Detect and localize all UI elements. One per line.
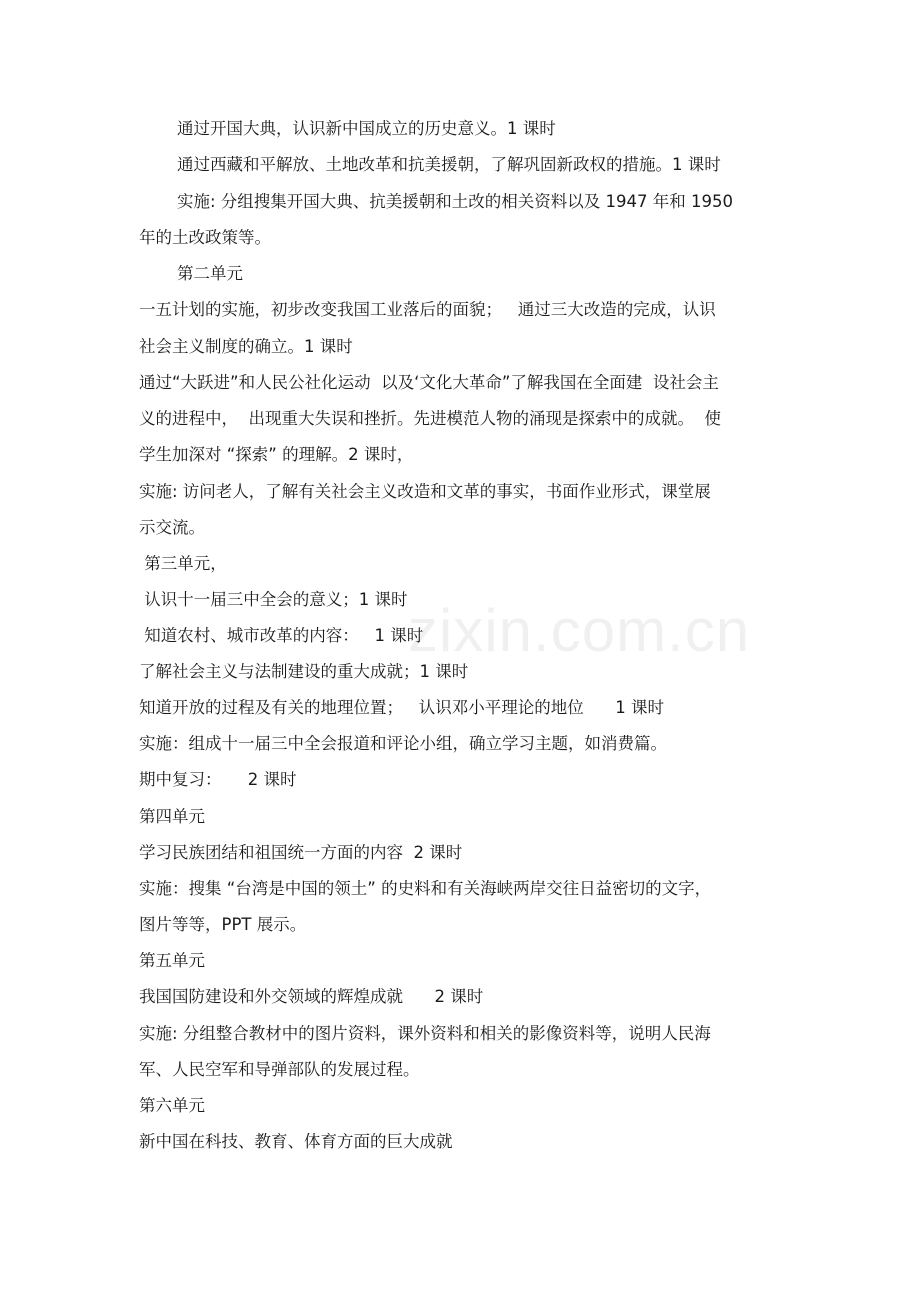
text-line: 社会主义制度的确立。1 课时 — [139, 337, 353, 356]
text-line: 我国国防建设和外交领域的辉煌成就 2 课时 — [139, 987, 484, 1006]
text-line: 学生加深对 “探索” 的理解。2 课时， — [139, 445, 414, 464]
section-heading: 第五单元 — [139, 951, 205, 970]
text-line: 实施: 分组搜集开国大典、抗美援朝和土改的相关资料以及 1947 年和 1950 — [177, 192, 734, 211]
text-line: 一五计划的实施，初步改变我国工业落后的面貌； 通过三大改造的完成，认识 — [139, 300, 716, 319]
section-heading: 第四单元 — [139, 807, 205, 826]
text-line: 通过“大跃进”和人民公社化运动 以及‘文化大革命”了解我国在全面建 设社会主 — [139, 373, 719, 392]
text-line: 新中国在科技、教育、体育方面的巨大成就 — [139, 1132, 453, 1151]
text-line: 义的进程中， 出现重大失误和挫折。先进模范人物的涌现是探索中的成就。 使 — [139, 409, 721, 428]
text-line: 军、人民空军和导弹部队的发展过程。 — [139, 1060, 420, 1079]
text-line: 实施：搜集 “台湾是中国的领土” 的史料和有关海峡两岸交往日益密切的文字， — [139, 879, 712, 898]
text-line: 知道开放的过程及有关的地理位置； 认识邓小平理论的地位 1 课时 — [139, 698, 664, 717]
text-line: 实施: 分组整合教材中的图片资料，课外资料和相关的影像资料等，说明人民海 — [139, 1024, 711, 1043]
text-line: 图片等等，PPT 展示。 — [139, 915, 307, 934]
section-heading: 第六单元 — [139, 1096, 205, 1115]
section-heading: 第二单元 — [177, 264, 243, 283]
text-line: 学习民族团结和祖国统一方面的内容 2 课时 — [139, 843, 463, 862]
text-line: 实施: 访问老人，了解有关社会主义改造和文革的事实，书面作业形式，课堂展 — [139, 482, 711, 501]
text-line: 通过开国大典，认识新中国成立的历史意义。1 课时 — [177, 119, 556, 138]
text-line: 实施：组成十一届三中全会报道和评论小组，确立学习主题，如消费篇。 — [139, 734, 667, 753]
text-line: 认识十一届三中全会的意义；1 课时 — [139, 590, 408, 609]
text-line: 知道农村、城市改革的内容： 1 课时 — [139, 626, 424, 645]
text-line: 了解社会主义与法制建设的重大成就；1 课时 — [139, 662, 469, 681]
text-line: 通过西藏和平解放、土地改革和抗美援朝，了解巩固新政权的措施。1 课时 — [177, 155, 721, 174]
text-line: 期中复习： 2 课时 — [139, 770, 297, 789]
section-heading: 第三单元， — [139, 554, 227, 573]
text-line: 年的土改政策等。 — [139, 228, 271, 247]
text-line: 示交流。 — [139, 518, 205, 537]
watermark: zixin.com.cn — [408, 597, 751, 664]
